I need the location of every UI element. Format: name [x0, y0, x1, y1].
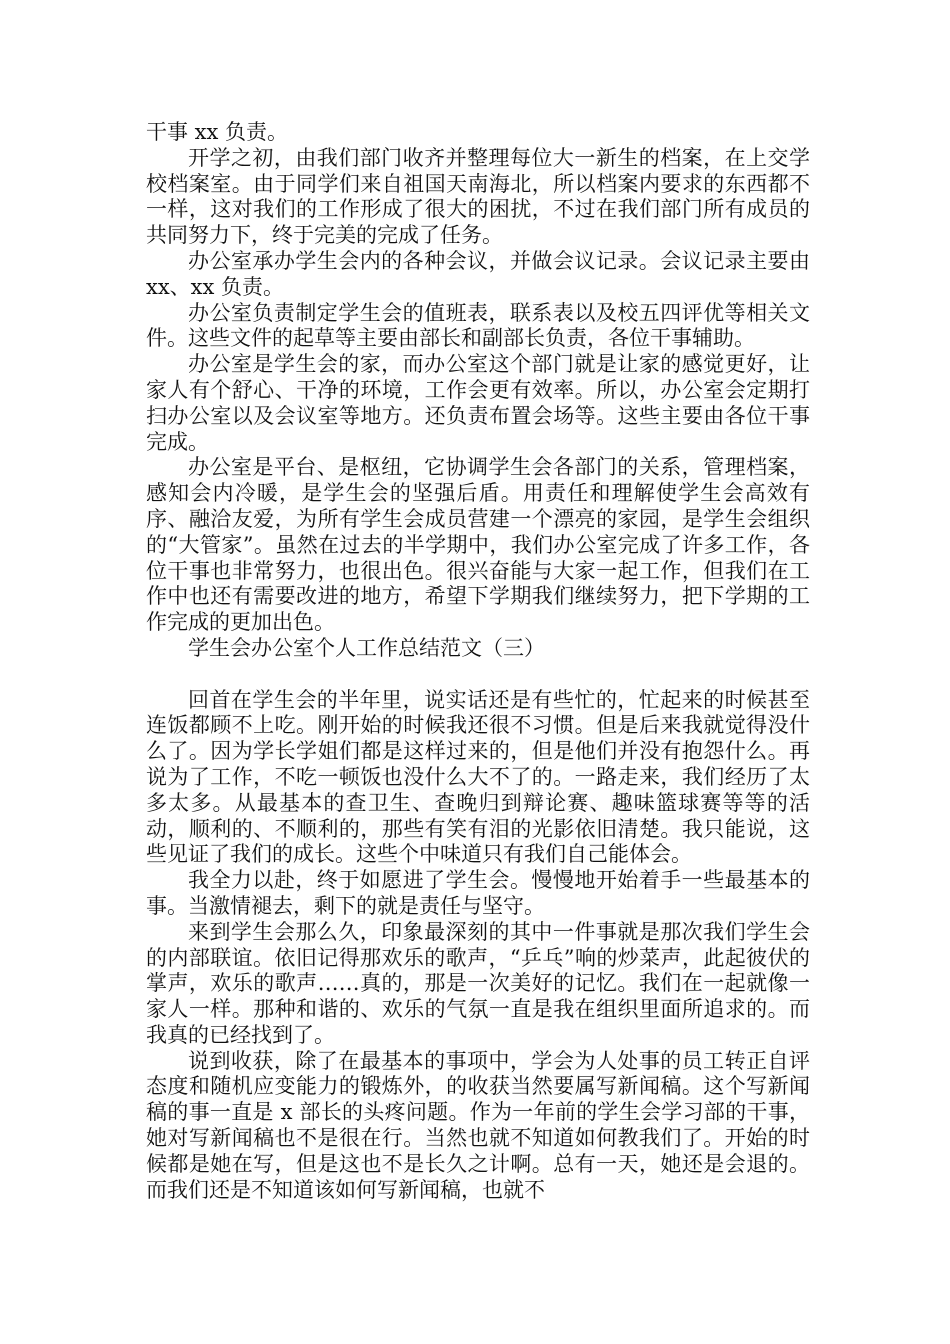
paragraph-joining: 我全力以赴，终于如愿进了学生会。慢慢地开始着手一些最基本的事。当激情褪去，剩下的就是责任与坚守。	[146, 868, 810, 918]
document-page	[146, 120, 810, 1203]
paragraph-continuation: 干事 xx 负责。	[146, 120, 289, 144]
paragraph-office-hub: 办公室是平台、是枢纽，它协调学生会各部门的关系，管理档案，感知会内冷暖，是学生会的坚强后盾。用责任和理解使学生会高效有序、融洽友爱，为所有学生会成员营建一个漂亮的家园，是学生会组织的“大管家”。虽然在过去的半学期中，我们办公室完成了许多工作，各位干事也非常努力，也很出色。很兴奋能与大家一起工作，但我们在工作中也还有需要改进的地方，希望下学期我们继续努力，把下学期的工作完成的更加出色。	[146, 455, 810, 635]
paragraph-archives: 开学之初，由我们部门收齐并整理每位大一新生的档案，在上交学校档案室。由于同学们来自祖国天南海北，所以档案内要求的东西都不一样，这对我们的工作形成了很大的困扰，不过在我们部门所有成员的共同努力下，终于完美的完成了任务。	[146, 145, 810, 248]
paragraph-meetings: 办公室承办学生会内的各种会议，并做会议记录。会议记录主要由 xx、xx 负责。	[146, 248, 810, 299]
paragraph-office-home: 办公室是学生会的家，而办公室这个部门就是让家的感觉更好，让家人有个舒心、干净的环境，工作会更有效率。所以，办公室会定期打扫办公室以及会议室等地方。还负责布置会场等。这些主要由各位干事完成。	[146, 352, 810, 454]
section-heading: 学生会办公室个人工作总结范文（三）	[188, 635, 545, 660]
paragraph-looking-back: 回首在学生会的半年里，说实话还是有些忙的，忙起来的时候甚至连饭都顾不上吃。刚开始的时候我还很不习惯。但是后来我就觉得没什么了。因为学长学姐们都是这样过来的，但是他们并没有抱怨什么。再说为了工作，不吃一顿饭也没什么大不了的。一路走来，我们经历了太多太多。从最基本的查卫生、查晚归到辩论赛、趣味篮球赛等等的活动，顺利的、不顺利的，那些有笑有泪的光影依旧清楚。我只能说，这些见证了我们的成长。这些个中味道只有我们自己能体会。	[146, 687, 810, 867]
paragraph-gains: 说到收获，除了在最基本的事项中，学会为人处事的员工转正自评态度和随机应变能力的锻炼外，的收获当然要属写新闻稿。这个写新闻稿的事一直是 x 部长的头疼问题。作为一年前的学生会学习部的干事，她对写新闻稿也不是很在行。当然也就不知道如何教我们了。开始的时候都是她在写，但是这也不是长久之计啊。总有一天，她还是会退的。而我们还是不知道该如何写新闻稿，也就不	[146, 1048, 810, 1202]
blank-line	[146, 662, 810, 688]
paragraph-party-memory: 来到学生会那么久，印象最深刻的其中一件事就是那次我们学生会的内部联谊。依旧记得那欢乐的歌声，“乒乓”响的炒菜声，此起彼伏的掌声，欢乐的歌声……真的，那是一次美好的记忆。我们在一起就像一家人一样。那种和谐的、欢乐的气氛一直是我在组织里面所追求的。而我真的已经找到了。	[146, 919, 810, 1047]
paragraph-duty-roster: 办公室负责制定学生会的值班表，联系表以及校五四评优等相关文件。这些文件的起草等主要由部长和副部长负责，各位干事辅助。	[146, 300, 810, 351]
